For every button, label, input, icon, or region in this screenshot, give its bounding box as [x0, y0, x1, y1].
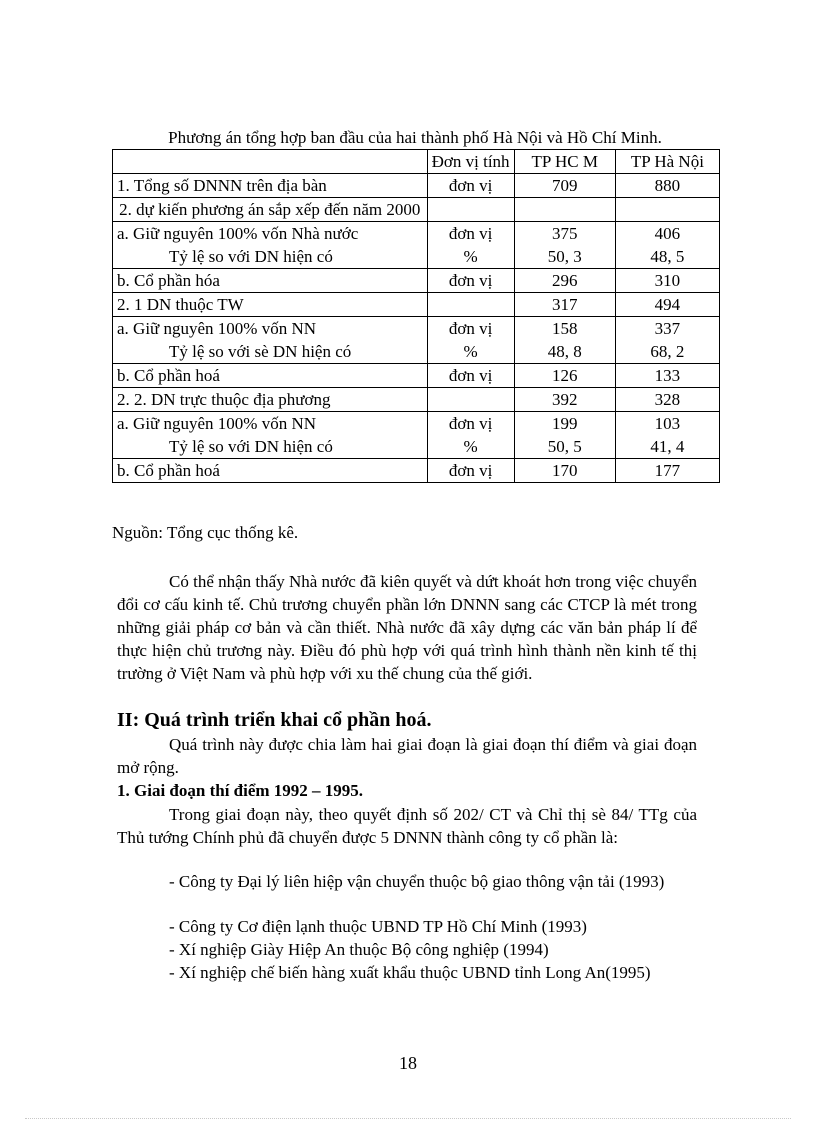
unit-value: %: [463, 247, 478, 266]
table-cell-hcm: 392: [514, 388, 615, 412]
hn-value: 337: [654, 319, 681, 338]
table-cell-unit: [427, 388, 514, 412]
table-header-row: [113, 150, 720, 174]
table-cell-hcm: 709: [514, 174, 615, 198]
table-cell-unit: đơn vị: [427, 174, 514, 198]
hn-value: 103: [654, 414, 681, 433]
table-cell-hn: [615, 317, 719, 364]
table-cell-unit: đơn vị: [427, 364, 514, 388]
table-cell-label: [113, 222, 428, 269]
hcm-value: 50, 5: [547, 437, 582, 456]
table-cell-label: b. Cổ phần hóa: [113, 269, 428, 293]
table-cell-unit: [427, 293, 514, 317]
table-row: [113, 459, 720, 483]
unit-value: đơn vị: [448, 319, 493, 338]
table-cell-hcm: [514, 412, 615, 459]
table-cell-unit: [427, 317, 514, 364]
table-header-cell: TP Hà Nội: [615, 150, 719, 174]
table-row: [113, 269, 720, 293]
table-cell-hcm: [514, 198, 615, 222]
unit-value: %: [463, 437, 478, 456]
table-cell-unit: [427, 222, 514, 269]
body-paragraph: Quá trình này được chia làm hai giai đoạn là giai đoạn thí điểm và giai đoạn mở rộng.: [117, 735, 697, 777]
row-sublabel: Tỷ lệ so với DN hiện có: [169, 437, 333, 456]
table-cell-label: 2. 2. DN trực thuộc địa phương: [113, 388, 428, 412]
table-cell-hcm: 170: [514, 459, 615, 483]
table-cell-label: [113, 412, 428, 459]
table-row: [113, 388, 720, 412]
list-item: - Công ty Cơ điện lạnh thuộc UBND TP Hồ Chí Minh (1993): [169, 917, 587, 936]
table-cell-label: [113, 317, 428, 364]
table-cell-label: 2. 1 DN thuộc TW: [113, 293, 428, 317]
section-heading: II: Quá trình triển khai cổ phần hoá.: [117, 709, 432, 731]
page-number: 18: [399, 1053, 417, 1073]
table-cell-hn: 880: [615, 174, 719, 198]
table-cell-unit: đơn vị: [427, 269, 514, 293]
hn-value: 48, 5: [650, 247, 685, 266]
hn-value: 406: [654, 224, 681, 243]
row-sublabel: Tỷ lệ so với DN hiện có: [169, 247, 333, 266]
hcm-value: 199: [551, 414, 578, 433]
row-sublabel: Tỷ lệ so với sè DN hiện có: [169, 342, 352, 361]
table-cell-hn: 494: [615, 293, 719, 317]
row-label: a. Giữ nguyên 100% vốn NN: [117, 319, 317, 338]
table-cell-hn: [615, 222, 719, 269]
table-cell-hn: 328: [615, 388, 719, 412]
hcm-value: 375: [551, 224, 578, 243]
table-cell-unit: đơn vị: [427, 459, 514, 483]
table-row: [113, 293, 720, 317]
list-item: - Xí nghiệp chế biến hàng xuất khẩu thuộc UBND tỉnh Long An(1995): [169, 963, 651, 982]
table-header-cell: Đơn vị tính: [427, 150, 514, 174]
list-item: - Công ty Đại lý liên hiệp vận chuyển thuộc bộ giao thông vận tải (1993): [169, 872, 665, 891]
table-row: [113, 412, 720, 459]
subsection-heading: 1. Giai đoạn thí điểm 1992 – 1995.: [117, 781, 364, 800]
table-cell-hn: 133: [615, 364, 719, 388]
table-cell-label: b. Cổ phần hoá: [113, 364, 428, 388]
table-cell-unit: [427, 198, 514, 222]
body-paragraph: Trong giai đoạn này, theo quyết định số 202/ CT và Chỉ thị sè 84/ TTg của Thủ tướng Chính phủ đã chuyển được 5 DNNN thành công ty cổ phần là:: [117, 805, 697, 847]
table-row: [113, 174, 720, 198]
row-label: a. Giữ nguyên 100% vốn NN: [117, 414, 317, 433]
table-cell-label: 1. Tổng số DNNN trên địa bàn: [113, 174, 428, 198]
table-cell-hcm: 317: [514, 293, 615, 317]
table-row: [113, 198, 720, 222]
table-cell-hcm: [514, 317, 615, 364]
table-cell-unit: [427, 412, 514, 459]
hcm-value: 50, 3: [547, 247, 582, 266]
row-label: a. Giữ nguyên 100% vốn Nhà nước: [117, 224, 359, 243]
table-header-cell: TP HC M: [514, 150, 615, 174]
page-bottom-border: [25, 1118, 791, 1119]
unit-value: %: [463, 342, 478, 361]
hn-value: 41, 4: [650, 437, 685, 456]
table-caption: Phương án tổng hợp ban đầu của hai thành phố Hà Nội và Hồ Chí Minh.: [168, 128, 662, 147]
hn-value: 68, 2: [650, 342, 685, 361]
table-cell-label: b. Cổ phần hoá: [113, 459, 428, 483]
unit-value: đơn vị: [448, 414, 493, 433]
table-row: [113, 222, 720, 269]
body-paragraph: Có thể nhận thấy Nhà nước đã kiên quyết và dứt khoát hơn trong việc chuyển đổi cơ cấu kinh tế. Chủ trương chuyển phần lớn DNNN sang các CTCP là mét trong những giải pháp cơ bản và cần thiết. Nhà nước đã xây dựng các văn bản pháp lí để thực hiện chủ trương này. Điều đó phù hợp với quá trình hình thành nền kinh tế thị trường ở Việt Nam và phù hợp với xu thế chung của thế giới.: [117, 572, 697, 683]
table-cell-hn: [615, 198, 719, 222]
table-cell-hn: 310: [615, 269, 719, 293]
table-cell-hn: 177: [615, 459, 719, 483]
table-cell-hcm: [514, 222, 615, 269]
unit-value: đơn vị: [448, 224, 493, 243]
table-row: [113, 317, 720, 364]
table-cell-hcm: 296: [514, 269, 615, 293]
data-table: [112, 149, 720, 483]
table-cell-hn: [615, 412, 719, 459]
list-item: - Xí nghiệp Giày Hiệp An thuộc Bộ công nghiệp (1994): [169, 940, 549, 959]
table-row: [113, 364, 720, 388]
hcm-value: 48, 8: [547, 342, 582, 361]
source-note: Nguồn: Tổng cục thống kê.: [112, 523, 299, 542]
table-header-cell: [113, 150, 428, 174]
hcm-value: 158: [551, 319, 578, 338]
table-cell-label: 2. dự kiến phương án sắp xếp đến năm 2000: [113, 198, 428, 222]
table-cell-hcm: 126: [514, 364, 615, 388]
